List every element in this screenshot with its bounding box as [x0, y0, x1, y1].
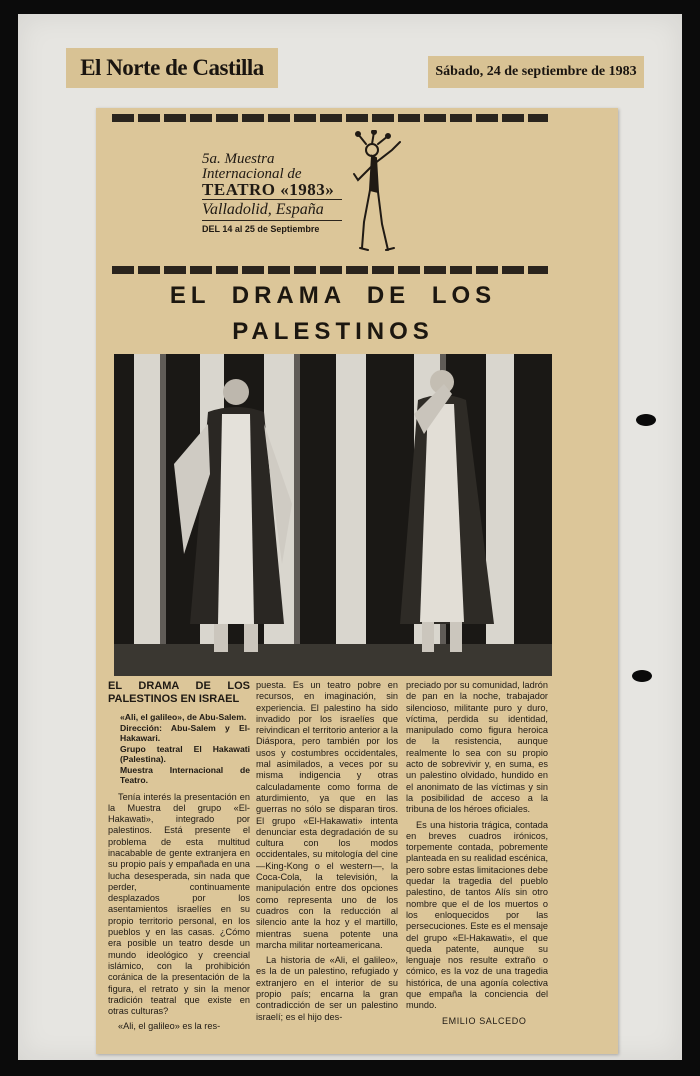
newspaper-masthead: El Norte de Castilla [66, 48, 278, 88]
paragraph: «Ali, el galileo» es la res- [118, 1021, 221, 1032]
jester-logo-icon [348, 130, 408, 260]
punch-hole-top [636, 414, 656, 426]
festival-dates: DEL 14 al 25 de Septiembre [202, 220, 342, 237]
punch-hole-bottom [632, 670, 652, 682]
author-signature: EMILIO SALCEDO [442, 1015, 527, 1026]
festival-top-border [112, 114, 548, 122]
credit-event: Muestra Internacional de Teatro. [120, 764, 250, 785]
credit-group: Grupo teatral El Hakawati (Palestina). [120, 743, 250, 764]
paragraph: puesta. Es un teatro pobre en recursos, en imaginación, sin experiencia. El palestino ha sido invadido por los israelíes que reivindican el territorio anterior a la Diáspora, pero también por los usos y costumbres occidentales, mal asimilados, a veces por su misma indigencia y otras calculadamente como forma de aturdimiento, ya que en las guerras no sólo se disparan tiros. El grupo «El-Hakawati» intenta denunciar esta degradación de su cultura con los modos occidentales, su mitología del cine —King-Kong o el western—, la Coca-Cola, la televisión, la manipulación entre dos opciones como representa uno de los cuadros con la reducción al silencio ante la hoz y el martillo, mientras suena potente una marcha militar norteamericana. [256, 680, 398, 950]
festival-edition: 5a. Muestra [202, 151, 275, 167]
article-column-2 [256, 680, 398, 1023]
article-column-1 [108, 680, 250, 1033]
stage-photo [114, 354, 552, 676]
festival-name: TEATRO «1983» [202, 180, 335, 199]
credit-direction: Dirección: Abu-Salem y El-Hakawari. [120, 722, 250, 743]
festival-type: Internacional de [202, 166, 302, 182]
festival-bottom-border [112, 266, 548, 274]
paragraph: Es una historia trágica, contada en breves cuadros irónicos, torpemente contada, pobremente planteada en su realidad escénica, pero sobre estas limitaciones debe quedar la tragedia del pueblo palestino, de tantos Alís sin otro nombre que el de los muertos o los enloquecidos por las persecuciones. Este es el mensaje del grupo «El-Hakawati», el que queda patente, aunque su lenguaje nos resulte extraño o cómico, es la voz de una tragedia histórica, de una agonía colectiva que empaña la conciencia del mundo. [406, 819, 548, 1011]
publication-date: Sábado, 24 de septiembre de 1983 [428, 56, 644, 88]
headline-line-1: EL DRAMA DE LOS PALESTINOS [169, 282, 497, 345]
article-column-3 [406, 680, 548, 1027]
festival-banner [202, 152, 342, 237]
article-subtitle: EL DRAMA DE LOS PALESTINOS EN ISRAEL [108, 680, 250, 705]
credit-play: «Ali, el galileo», de Abu-Salem. [120, 712, 247, 722]
stage-photo-image [114, 354, 552, 676]
festival-city: Valladolid, España [202, 199, 342, 217]
paragraph: preciado por su comunidad, ladrón de pan en la noche, trabajador silencioso, militante puro y duro, víctima, perdida su identidad, manipulado como figura heroica de la resistencia, aunque realmente lo sea con su propio acto de sobrevivir y, en suma, es un palestino olvidado, hundido en el anonimato de las víctimas y sin la posibilidad de acceso a la tribuna de los héroes oficiales. [406, 680, 548, 815]
paragraph: Tenía interés la presentación en la Muestra del grupo «El-Hakawati», integrado por palestinos. Está presente el problema de esta multitud inacabable de gente extranjera en su propio país y empañada en una lucha desesperada, sin nada que perder, continuamente desplazados por los asentamientos israelíes en su propio territorio personal, en los pueblos y en las casas. ¿Cómo era posible un teatro desde un mundo ideológico y creencial islámico, con la prohibición coránica de la presentación de la figura, el retrato y sin la menor tradición teatral que existe en otras culturas? [108, 791, 250, 1017]
production-credits [108, 712, 250, 786]
paragraph: La historia de «Ali, el galileo», es la de un palestino, refugiado y extranjero en el interior de su propio país; encarna la gran contradicción de ser un palestino israelí; es el hijo des- [256, 955, 398, 1022]
newspaper-clipping [96, 108, 618, 1054]
